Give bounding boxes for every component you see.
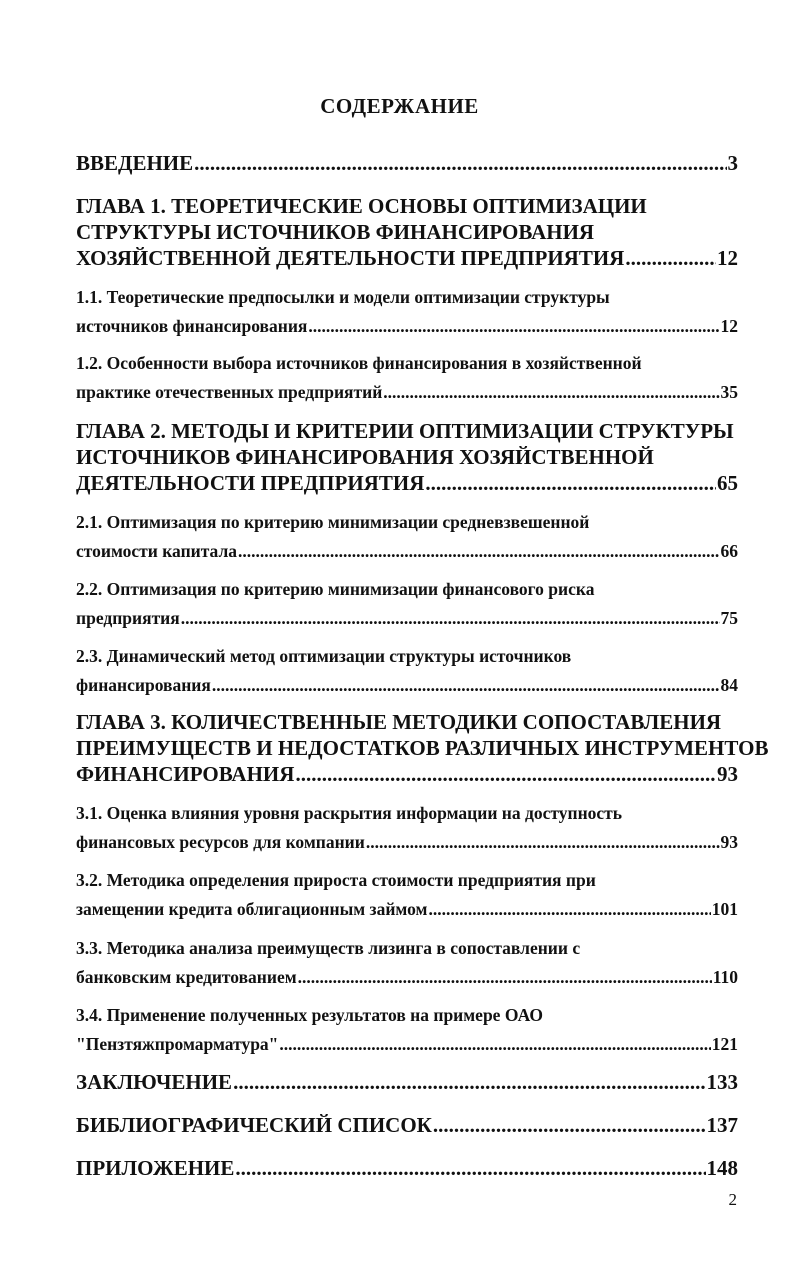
dot-leader [298, 963, 712, 992]
toc-entry-text: 1.2. Особенности выбора источников финансирования в хозяйственной [76, 353, 642, 373]
toc-entry-text: ПРЕИМУЩЕСТВ И НЕДОСТАТКОВ РАЗЛИЧНЫХ ИНСТРУМЕНТОВ [76, 736, 769, 760]
toc-entry-text: ГЛАВА 3. КОЛИЧЕСТВЕННЫЕ МЕТОДИКИ СОПОСТАВЛЕНИЯ [76, 710, 722, 734]
toc-entry-text: ГЛАВА 1. ТЕОРЕТИЧЕСКИЕ ОСНОВЫ ОПТИМИЗАЦИИ [76, 194, 647, 218]
toc-entry-section-1-2[interactable] [76, 349, 738, 407]
toc-entry-text: практике отечественных предприятий [76, 382, 383, 402]
toc-page-number: 3 [727, 151, 738, 175]
toc-entry-text: ДЕЯТЕЛЬНОСТИ ПРЕДПРИЯТИЯ [76, 471, 425, 495]
toc-page-number: 110 [712, 967, 738, 987]
dot-leader [238, 537, 719, 566]
toc-entry-bibliography[interactable] [76, 1112, 738, 1138]
dot-leader [295, 761, 716, 787]
dot-leader [428, 895, 710, 924]
toc-page-number: 137 [706, 1113, 738, 1137]
toc-entry-text: 2.3. Динамический метод оптимизации структуры источников [76, 646, 572, 666]
page-title: СОДЕРЖАНИЕ [320, 94, 479, 118]
toc-entry-section-2-1[interactable] [76, 508, 738, 566]
toc-entry-chapter-1[interactable] [76, 193, 738, 271]
toc-entry-text: ГЛАВА 2. МЕТОДЫ И КРИТЕРИИ ОПТИМИЗАЦИИ СТРУКТУРЫ [76, 419, 734, 443]
toc-page-number: 66 [720, 541, 738, 561]
page-number: 2 [728, 1190, 737, 1209]
dot-leader [308, 312, 719, 341]
toc-entry-text: 2.1. Оптимизация по критерию минимизации средневзвешенной [76, 512, 590, 532]
toc-page-number: 133 [706, 1070, 738, 1094]
toc-entry-chapter-3[interactable] [76, 709, 769, 787]
toc-entry-text: "Пензтяжпромарматура" [76, 1034, 279, 1054]
toc-entry-section-2-3[interactable] [76, 642, 738, 700]
dot-leader [625, 245, 716, 271]
dot-leader [233, 1069, 705, 1095]
dot-leader [212, 671, 720, 700]
toc-entry-text: финансовых ресурсов для компании [76, 832, 365, 852]
dot-leader [279, 1030, 710, 1059]
toc-entry-text: 3.2. Методика определения прироста стоимости предприятия при [76, 870, 596, 890]
toc-entry-conclusion[interactable] [76, 1069, 738, 1095]
toc-entry-text: 3.1. Оценка влияния уровня раскрытия информации на доступность [76, 803, 623, 823]
dot-leader [181, 604, 720, 633]
toc-page-number: 148 [706, 1156, 738, 1180]
toc-entry-introduction[interactable] [76, 150, 738, 176]
toc-entry-section-3-4[interactable] [76, 1001, 738, 1059]
toc-page-number: 101 [711, 899, 738, 919]
toc-page-number: 93 [720, 832, 738, 852]
toc-entry-chapter-2[interactable] [76, 418, 738, 496]
toc-entry-text: ПРИЛОЖЕНИЕ [76, 1156, 235, 1180]
toc-entry-text: 3.4. Применение полученных результатов на примере ОАО [76, 1005, 543, 1025]
toc-entry-section-3-2[interactable] [76, 866, 738, 924]
toc-entry-text: 3.3. Методика анализа преимуществ лизинга в сопоставлении с [76, 938, 581, 958]
toc-entry-text: ИСТОЧНИКОВ ФИНАНСИРОВАНИЯ ХОЗЯЙСТВЕННОЙ [76, 445, 654, 469]
toc-page-number: 84 [720, 675, 738, 695]
toc-entry-text: банковским кредитованием [76, 967, 297, 987]
toc-entry-text: источников финансирования [76, 316, 308, 336]
toc-entry-text: ВВЕДЕНИЕ [76, 151, 194, 175]
toc-entry-section-1-1[interactable] [76, 283, 738, 341]
dot-leader [383, 378, 719, 407]
toc-entry-appendix[interactable] [76, 1155, 738, 1181]
dot-leader [433, 1112, 706, 1138]
dot-leader [366, 828, 720, 857]
toc-entry-text: замещении кредита облигационным займом [76, 899, 428, 919]
dot-leader [194, 150, 726, 176]
toc-page-number: 12 [720, 316, 738, 336]
toc-entry-text: стоимости капитала [76, 541, 238, 561]
toc-entry-text: СТРУКТУРЫ ИСТОЧНИКОВ ФИНАНСИРОВАНИЯ [76, 220, 595, 244]
toc-entry-text: 1.1. Теоретические предпосылки и модели оптимизации структуры [76, 287, 610, 307]
toc-page-number: 75 [720, 608, 738, 628]
toc-entry-text: 2.2. Оптимизация по критерию минимизации финансового риска [76, 579, 595, 599]
toc-entry-section-2-2[interactable] [76, 575, 738, 633]
toc-page-number: 93 [717, 762, 738, 786]
toc-page-number: 12 [717, 246, 738, 270]
toc-entry-section-3-1[interactable] [76, 799, 738, 857]
toc-entry-text: ХОЗЯЙСТВЕННОЙ ДЕЯТЕЛЬНОСТИ ПРЕДПРИЯТИЯ [76, 246, 625, 270]
toc-entry-text: финансирования [76, 675, 211, 695]
toc-entry-text: предприятия [76, 608, 180, 628]
toc-page-number: 65 [717, 471, 738, 495]
toc-entry-text: ФИНАНСИРОВАНИЯ [76, 762, 295, 786]
dot-leader [235, 1155, 705, 1181]
toc-page-number: 35 [720, 382, 738, 402]
toc-entry-section-3-3[interactable] [76, 934, 738, 992]
toc-entry-text: БИБЛИОГРАФИЧЕСКИЙ СПИСОК [76, 1113, 432, 1137]
dot-leader [425, 470, 716, 496]
toc-entry-text: ЗАКЛЮЧЕНИЕ [76, 1070, 233, 1094]
toc-page-number: 121 [711, 1034, 738, 1054]
